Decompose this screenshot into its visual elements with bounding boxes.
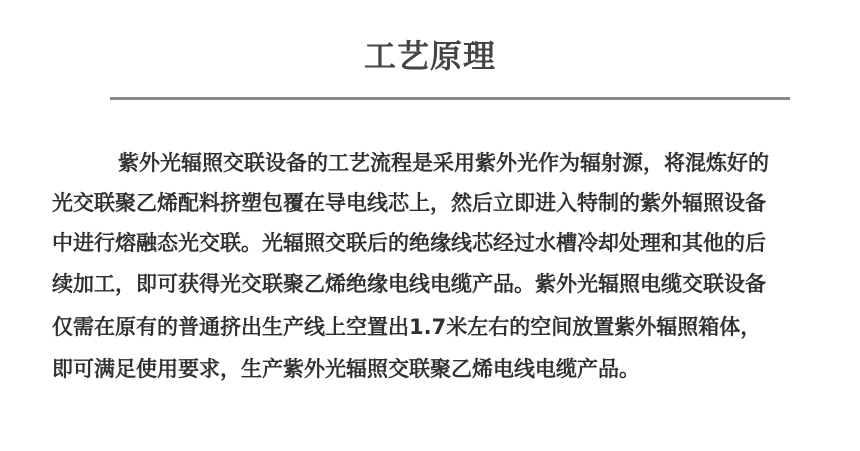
paragraph-line-1: 紫外光辐照交联设备的工艺流程是采用紫外光作为辐射源，将混炼好的 (118, 151, 769, 175)
paragraph-line-3: 中进行熔融态光交联。光辐照交联后的绝缘线芯经过水槽冷却处理和其他的后 (52, 231, 766, 255)
paragraph-line-6: 即可满足使用要求，生产紫外光辐照交联聚乙烯电线电缆产品。 (52, 357, 640, 381)
paragraph-line-4: 续加工，即可获得光交联聚乙烯绝缘电线电缆产品。紫外光辐照电缆交联设备 (52, 272, 766, 296)
page-title: 工艺原理 (363, 37, 496, 75)
paragraph-line-2: 光交联聚乙烯配料挤塑包覆在导电线芯上，然后立即进入特制的紫外辐照设备 (52, 191, 766, 215)
paragraph-line-5: 仅需在原有的普通挤出生产线上空置出1.7米左右的空间放置紫外辐照箱体， (52, 315, 762, 339)
title-divider (110, 97, 790, 100)
